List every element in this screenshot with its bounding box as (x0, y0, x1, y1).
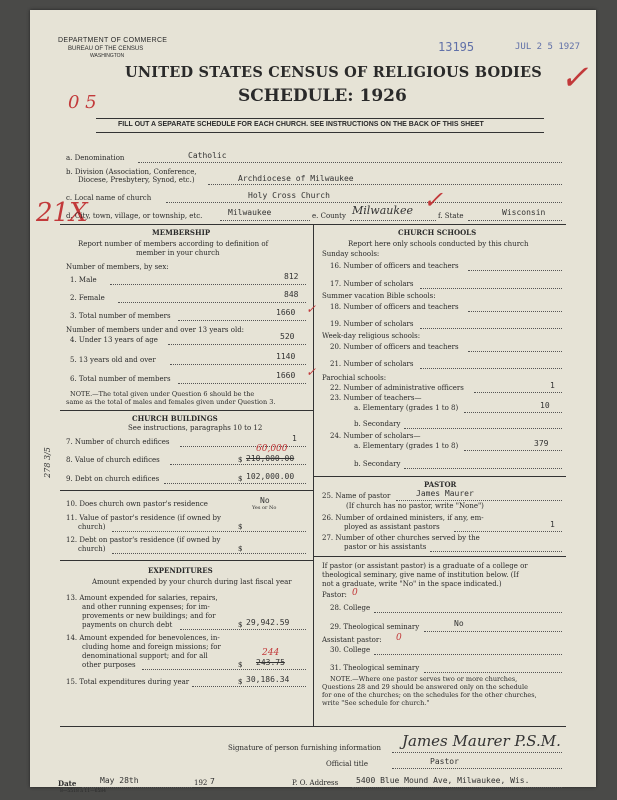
q9-value: 102,000.00 (246, 472, 295, 481)
q27-line-2: pastor or his assistants (344, 543, 427, 551)
q21-label: 21. Number of scholars (330, 360, 414, 368)
age-intro-label: Number of members under and over 13 years old: (66, 326, 245, 334)
q20-label: 20. Number of officers and teachers (330, 343, 459, 351)
city-label: d. City, town, village, or township, etc. (66, 212, 203, 220)
q28-label: 28. College (330, 604, 371, 612)
q13-line-2: and other running expenses; for im- (82, 603, 210, 611)
department-label: DEPARTMENT OF COMMERCE (58, 37, 168, 44)
q8-value: 210,000.00 (246, 454, 295, 463)
date-value: May 28th (100, 776, 139, 785)
membership-intro-2: member in your church (136, 249, 220, 257)
red-check-county-icon: ✓ (423, 186, 444, 214)
q14-line-1: 14. Amount expended for benevolences, in- (66, 634, 220, 642)
q1-value: 812 (284, 272, 299, 281)
q29-value: No (454, 619, 464, 628)
red-check-mark-icon: ✓ (560, 58, 589, 98)
q13-line-4: payments on church debt (82, 621, 173, 629)
q15-value: 30,186.34 (246, 675, 290, 684)
city-value: Milwaukee (228, 208, 272, 217)
q26-value: 1 (550, 520, 555, 529)
q2-label: 2. Female (70, 294, 105, 302)
q24a-label: a. Elementary (grades 1 to 8) (354, 442, 459, 450)
q3-value: 1660 (276, 308, 296, 317)
q14-correction: 244 (262, 648, 280, 658)
assistant-pastor-subheading: Assistant pastor: (322, 636, 382, 644)
address-value: 5400 Blue Mound Ave, Milwaukee, Wis. (356, 776, 530, 785)
red-zero-pastor: 0 (352, 588, 358, 598)
q11-label-1: 11. Value of pastor's residence (if owned by (66, 514, 221, 522)
schedule-title: SCHEDULE: 1926 (238, 86, 407, 106)
denomination-value: Catholic (188, 151, 227, 160)
q30-label: 30. College (330, 646, 371, 654)
official-title-value: Pastor (430, 757, 459, 766)
q14-line-4: other purposes (82, 661, 136, 669)
q24b-label: b. Secondary (354, 460, 401, 468)
graduate-note-1: If pastor (or assistant pastor) is a graduate of a college or (322, 562, 528, 570)
census-schedule-sheet: DEPARTMENT OF COMMERCE BUREAU OF THE CENSUS WASHINGTON 13195 JUL 2 5 1927 ✓ UNITED STATES CENSUS OF RELIGIOUS BODIES SCHEDULE: 1926 0 5 FILL OUT A SEPARATE SCHEDULE FOR EACH CHURCH. SEE INSTRUCTIONS ON THE BACK OF THIS SHEET a. Denomination Catholic b. Division (Association, Conference, Diocese, Presbytery, Synod, etc.) Archdiocese of Milwaukee c. Local name of church Holy Cross Church 21X d. City, town, village, or township, etc. Milwaukee e. County Milwaukee ✓ f. State Wisconsin MEMBERSHIP Report number of members according to definition of member in your church Number of members, by sex: 1. Male 812 2. Female 848 3. Total number of members 1660 ✓ Number of members under and over 13 years old: 4. Under 13 years of age 520 5. 13 years old and over 1140 6. Total number of members 1660 ✓ NOTE.—The total given under Question 6 should be the same as the total of males and females given under Question 3. CHURCH BUILDINGS See instructions, paragraphs 10 to 12 278 3/5 7. Number of church edifices 1 8. Value of church edifices $ 60,000 210,000.00 9. Debt on church edifices $ 102,000.00 10. Does church own pastor's residence No Yes or No 11. Value of pastor's residence (if owned by church) $ 12. Debt on pastor's residence (if owned by church) $ EXPENDITURES Amount expended by your church during last fiscal year 13. Amount expended for salaries, repairs, and other running expenses; for im- provements or new buildings; and for payments on church debt $ 29,942.59 14. Amount expended for benevolences, in- cluding home and foreign missions; for denominational support; and for all other purposes $ 244 243.75 15. Total expenditures during year $ 30,186.34 CHURCH SCHOOLS Report here only schools conducted by this church Sunday schools: 16. Number of officers and teachers 17. Number of scholars Summer vacation Bible schools: 18. Number of officers and teachers 19. Number of scholars Week-day religious schools: 20. Number of officers and teachers 21. Number of scholars Parochial schools: 22. Number of administrative officers 1 23. Number of teachers— a. Elementary (grades 1 to 8) 10 b. Secondary 24. Number of scholars— a. Elementary (grades 1 to 8) 379 b. Secondary PASTOR 25. Name of pastor James Maurer (If church has no pastor, write "None") 26. Number of ordained ministers, if any, em- ployed as assistant pastors 1 27. Number of other churches served by the pastor or his assistants If pastor (or assistant pastor) is a graduate of a college or theological seminary, give name of institution below. (If not a graduate, write "No" in the space indicated.) Pastor: 0 28. College 29. Theological seminary No Assistant pastor: 0 30. College 31. Theological seminary NOTE.—Where one pastor serves two or more churches, Questions 28 and 29 should be answered only on the schedule for one of the churches; on the schedules for the other churches, write "See schedule for church." Signature of person furnishing information James Maurer P.S.M. Official title Pastor Date May 28th 192 7 P. O. Address 5400 Blue Mound Ave, Milwaukee, Wis. 8—5518 a 11—6584 (30, 10, 596, 787)
address-label: P. O. Address (292, 779, 339, 787)
q25-label: 25. Name of pastor (322, 492, 391, 500)
graduate-note-2: theological seminary, give name of institution below. (If (322, 571, 519, 579)
red-code-mark: 0 5 (68, 92, 97, 113)
q14-line-2: cluding home and foreign missions; for (82, 643, 221, 651)
signature-value: James Maurer P.S.M. (402, 732, 561, 750)
q8-label: 8. Value of church edifices (66, 456, 160, 464)
pastor-note-4: write "See schedule for church." (322, 699, 430, 707)
state-value: Wisconsin (502, 208, 546, 217)
division-label: b. Division (Association, Conference, (66, 168, 197, 176)
bureau-label: BUREAU OF THE CENSUS (68, 46, 144, 52)
pastor-note-3: for one of the churches; on the schedules for the other churches, (322, 691, 537, 699)
q15-label: 15. Total expenditures during year (66, 678, 190, 686)
q26-line-2: ployed as assistant pastors (344, 523, 440, 531)
weekday-schools-label: Week-day religious schools: (322, 332, 421, 340)
year-suffix: 7 (210, 777, 215, 786)
q25-value: James Maurer (416, 489, 474, 498)
q14-line-3: denominational support; and for all (82, 652, 208, 660)
pastor-note-2: Questions 28 and 29 should be answered only on the schedule (322, 683, 528, 691)
graduate-note-3: not a graduate, write "No" in the space indicated.) (322, 580, 502, 588)
buildings-heading: CHURCH BUILDINGS (132, 414, 218, 423)
members-by-sex-label: Number of members, by sex: (66, 263, 169, 271)
county-label: e. County (312, 212, 346, 220)
q2-value: 848 (284, 290, 299, 299)
q17-label: 17. Number of scholars (330, 280, 414, 288)
q23-label: 23. Number of teachers— (330, 394, 422, 402)
q25-note: (If church has no pastor, write "None") (346, 502, 484, 510)
q10-value: No (260, 496, 270, 505)
membership-note-2: same as the total of males and females given under Question 3. (66, 398, 276, 406)
red-zero-assistant: 0 (396, 633, 402, 643)
sunday-schools-label: Sunday schools: (322, 250, 380, 258)
q18-label: 18. Number of officers and teachers (330, 303, 459, 311)
q13-value: 29,942.59 (246, 618, 290, 627)
division-label-2: Diocese, Presbytery, Synod, etc.) (78, 176, 195, 184)
washington-label: WASHINGTON (90, 53, 125, 59)
q24a-value: 379 (534, 439, 549, 448)
q6-value: 1660 (276, 371, 296, 380)
q6-label: 6. Total number of members (70, 375, 171, 383)
year-prefix: 192 (194, 779, 208, 787)
q12-label-1: 12. Debt on pastor's residence (if owned by (66, 536, 221, 544)
q7-label: 7. Number of church edifices (66, 438, 170, 446)
membership-intro-1: Report number of members according to definition of (78, 240, 269, 248)
form-title: UNITED STATES CENSUS OF RELIGIOUS BODIES (125, 64, 542, 81)
q8-correction: 60,000 (256, 444, 288, 454)
q23a-label: a. Elementary (grades 1 to 8) (354, 404, 459, 412)
q22-label: 22. Number of administrative officers (330, 384, 464, 392)
q7-value: 1 (292, 434, 297, 443)
q5-label: 5. 13 years old and over (70, 356, 156, 364)
denomination-label: a. Denomination (66, 154, 125, 162)
q1-label: 1. Male (70, 276, 97, 284)
q10-label: 10. Does church own pastor's residence (66, 500, 208, 508)
expenditures-intro: Amount expended by your church during last fiscal year (92, 578, 292, 586)
q11-label-2: church) (78, 523, 106, 531)
red-tick-q6-icon: ✓ (306, 365, 317, 379)
expenditures-heading: EXPENDITURES (148, 566, 213, 575)
official-title-label: Official title (326, 760, 368, 768)
parochial-schools-label: Parochial schools: (322, 374, 387, 382)
pastor-note-1: NOTE.—Where one pastor serves two or more churches, (330, 675, 518, 683)
red-tick-q3-icon: ✓ (306, 302, 317, 316)
q12-label-2: church) (78, 545, 106, 553)
q23b-label: b. Secondary (354, 420, 401, 428)
summer-schools-label: Summer vacation Bible schools: (322, 292, 436, 300)
q3-label: 3. Total number of members (70, 312, 171, 320)
red-margin-mark: 21X (36, 198, 88, 228)
q13-line-1: 13. Amount expended for salaries, repairs, (66, 594, 218, 602)
q4-value: 520 (280, 332, 295, 341)
q4-label: 4. Under 13 years of age (70, 336, 158, 344)
q31-label: 31. Theological seminary (330, 664, 420, 672)
stamp-date: JUL 2 5 1927 (515, 42, 581, 52)
form-code: 8—5518 a 11—6584 (60, 789, 107, 794)
instruction-banner: FILL OUT A SEPARATE SCHEDULE FOR EACH CHURCH. SEE INSTRUCTIONS ON THE BACK OF THIS SHEET (118, 121, 484, 128)
buildings-intro: See instructions, paragraphs 10 to 12 (128, 424, 263, 432)
q29-label: 29. Theological seminary (330, 623, 420, 631)
pastor-subheading: Pastor: (322, 591, 347, 599)
q23a-value: 10 (540, 401, 550, 410)
q19-label: 19. Number of scholars (330, 320, 414, 328)
q14-value: 243.75 (256, 658, 285, 667)
county-value: Milwaukee (352, 204, 414, 217)
q16-label: 16. Number of officers and teachers (330, 262, 459, 270)
division-value: Archdiocese of Milwaukee (238, 174, 354, 183)
local-name-label: c. Local name of church (66, 194, 152, 202)
local-name-value: Holy Cross Church (248, 191, 330, 200)
q26-line-1: 26. Number of ordained ministers, if any, em- (322, 514, 484, 522)
q10-hint: Yes or No (252, 505, 277, 511)
signature-label: Signature of person furnishing information (228, 744, 382, 752)
q9-label: 9. Debt on church edifices (66, 475, 160, 483)
schools-heading: CHURCH SCHOOLS (398, 228, 477, 237)
date-label: Date (58, 779, 77, 788)
schools-intro: Report here only schools conducted by this church (348, 240, 529, 248)
stamp-number: 13195 (438, 40, 475, 54)
membership-heading: MEMBERSHIP (152, 228, 211, 237)
q24-label: 24. Number of scholars— (330, 432, 421, 440)
pastor-heading: PASTOR (424, 480, 457, 489)
state-label: f. State (438, 212, 464, 220)
q5-value: 1140 (276, 352, 296, 361)
q13-line-3: provements or new buildings; and for (82, 612, 216, 620)
q27-line-1: 27. Number of other churches served by the (322, 534, 480, 542)
margin-note: 278 3/5 (42, 447, 52, 478)
membership-note-1: NOTE.—The total given under Question 6 should be the (70, 390, 255, 398)
q22-value: 1 (550, 381, 555, 390)
